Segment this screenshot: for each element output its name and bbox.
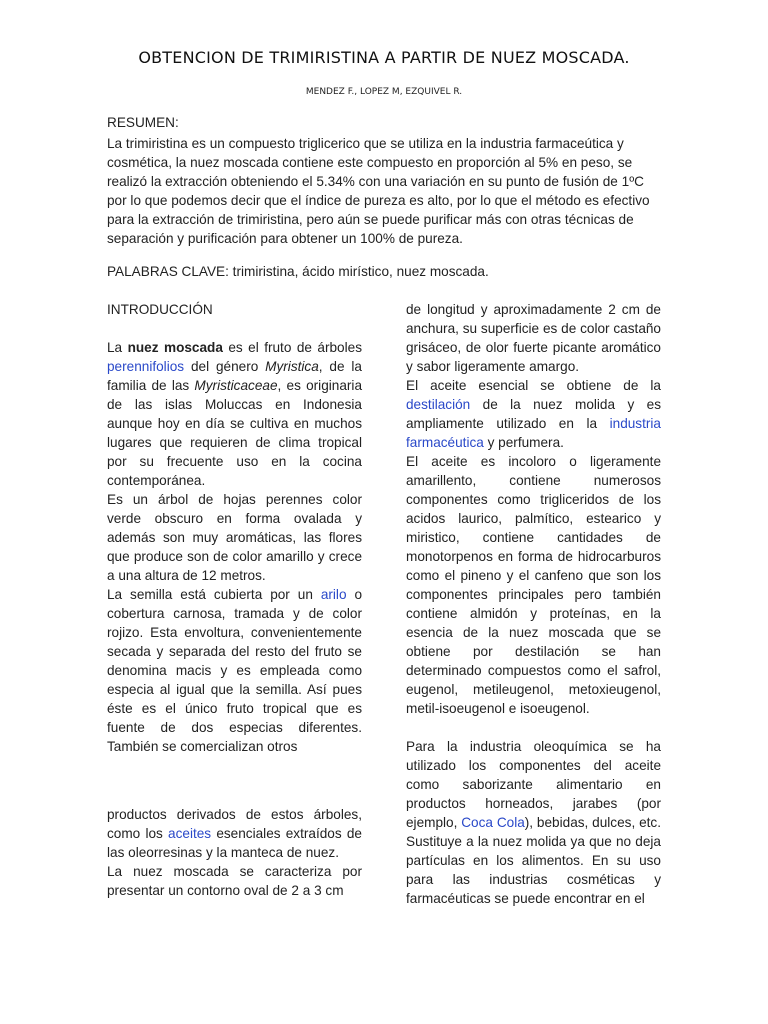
- right-column: [406, 300, 661, 908]
- text-span: La: [107, 340, 128, 355]
- text-span: , es originaria de las islas Moluccas en Indonesia aunque hoy en día se cultiva en muchos lugares que requieren de clima tropical por su frecuente uso en la cocina contemporánea.: [107, 378, 363, 488]
- text-span: , de la familia de las: [107, 359, 362, 393]
- intro-paragraph-3: [107, 585, 362, 756]
- introduction-heading: INTRODUCCIÓN: [107, 302, 213, 317]
- text-span: productos derivados de estos árboles, como los: [107, 807, 362, 841]
- italic-term: Myristicaceae: [194, 378, 278, 393]
- abstract-heading: RESUMEN:: [107, 115, 179, 130]
- text-span: Para la industria oleoquímica se ha utilizado los componentes del aceite como saborizante alimentario en productos horneados, jarabes (por ejemplo,: [406, 739, 661, 830]
- right-paragraph-3: El aceite es incoloro o ligeramente amarillento, contiene numerosos componentes como trigliceridos de los acidos laurico, palmítico, estearico y miristico, contiene cantidades de monotorpenos en forma de hidrocarburos como el pineno y el canfeno que son los componentes principales pero también contiene almidón y proteínas, en la esencia de la nuez moscada que se obtiene por destilación se han determinado compuestos como el safrol, eugenol, metileugenol, metoxieugenol, metil-isoeugenol e isoeugenol.: [406, 454, 661, 716]
- intro-paragraph-1: [107, 338, 362, 490]
- link-coca-cola[interactable]: Coca Cola: [461, 815, 525, 830]
- intro-paragraph-2: Es un árbol de hojas perennes color verde obscuro en forma ovalada y además son muy aromáticas, las flores que produce son de color amarillo y crece a una altura de 12 metros.: [107, 492, 362, 583]
- right-paragraph-2: [406, 376, 661, 452]
- right-paragraph-4: [406, 737, 661, 908]
- text-span: esenciales extraídos de las oleorresinas y la manteca de nuez.: [107, 826, 362, 860]
- link-industria-farmaceutica[interactable]: industria farmacéutica: [406, 416, 661, 450]
- text-span: La semilla está cubierta por un: [107, 587, 321, 602]
- text-span: del género: [184, 359, 266, 374]
- text-span: o cobertura carnosa, tramada y de color rojizo. Esta envoltura, convenientemente secada y separada del resto del fruto se denomina macis y es empleada como especia al igual que la semilla. Así pues éste es el único fruto tropical que es fuente de dos especias diferentes. También se comercializan otros: [107, 587, 363, 754]
- abstract-text: La trimiristina es un compuesto triglicerico que se utiliza en la industria farmaceútica y cosmética, la nuez moscada contiene este compuesto en proporción al 5% en peso, se realizó la extracción obteniendo el 5.34% con una variación en su punto de fusión de 1ºC por lo que podemos decir que el índice de pureza es alto, por lo que el método es efectivo para la extracción de trimiristina, pero aún se puede purificar más con otras técnicas de separación y purificación para obtener un 100% de pureza.: [107, 136, 650, 246]
- text-span: y perfumera.: [483, 435, 564, 450]
- text-span: es el fruto de árboles: [222, 340, 362, 355]
- link-arilo[interactable]: arilo: [320, 587, 347, 602]
- link-perennifolios[interactable]: perennifolios: [107, 359, 185, 374]
- text-span: ), bebidas, dulces, etc. Sustituye a la nuez molida ya que no deja partículas en los alimentos. En su uso para las industrias cosméticas y farmacéuticas se puede encontrar en el: [406, 815, 661, 906]
- document-title: OBTENCION DE TRIMIRISTINA A PARTIR DE NUEZ MOSCADA.: [138, 48, 630, 67]
- intro-paragraph-4: [107, 805, 362, 862]
- link-destilacion[interactable]: destilación: [406, 397, 471, 412]
- bold-term: nuez moscada: [127, 340, 223, 355]
- left-column-bottom: [107, 805, 362, 900]
- text-span: de la nuez molida y es ampliamente utilizado en la: [406, 397, 661, 431]
- italic-term: Myristica: [265, 359, 319, 374]
- text-span: El aceite esencial se obtiene de la: [406, 378, 661, 393]
- author-list: MENDEZ F., LOPEZ M, EZQUIVEL R.: [305, 87, 463, 97]
- link-aceites[interactable]: aceites: [168, 826, 212, 841]
- left-column-top: [107, 300, 362, 756]
- right-paragraph-1: de longitud y aproximadamente 2 cm de anchura, su superficie es de color castaño grisáceo, de olor fuerte picante aromático y sabor ligeramente amargo.: [406, 302, 661, 374]
- intro-paragraph-5: La nuez moscada se caracteriza por presentar un contorno oval de 2 a 3 cm: [107, 864, 362, 898]
- keywords-line: PALABRAS CLAVE: trimiristina, ácido mirístico, nuez moscada.: [107, 264, 489, 279]
